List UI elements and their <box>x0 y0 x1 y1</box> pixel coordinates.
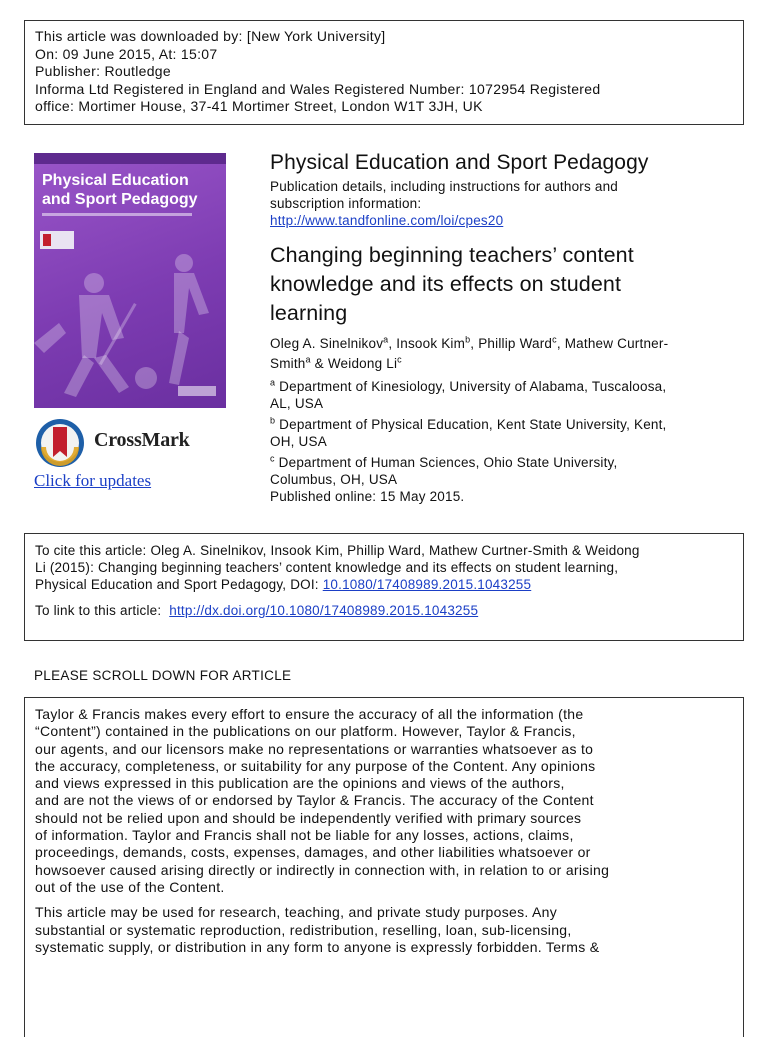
download-info-line: Informa Ltd Registered in England and Wales Registered Number: 1072954 Registered <box>35 80 601 97</box>
crossmark-icon <box>34 417 86 469</box>
journal-cover-image <box>34 153 226 408</box>
disclaimer-box <box>24 697 744 1037</box>
author-name: Mathew Curtner- <box>564 336 669 351</box>
journal-title: Physical Education and Sport Pedagogy <box>270 151 649 174</box>
click-for-updates-link[interactable]: Click for updates <box>34 471 152 490</box>
citation-text: Physical Education and Sport Pedagogy, DOI: <box>35 577 323 592</box>
article-header <box>270 148 740 505</box>
cover-subtitle-bar <box>42 213 192 216</box>
disclaimer-paragraph: This article may be used for research, teaching, and private study purposes. Any substantial or systematic reproduction, redistribution, reselling, loan, sub-licensing, systematic supply, or distribution in any form to anyone is expressly forbidden. Terms & <box>35 904 600 955</box>
download-info-box <box>24 20 744 125</box>
disclaimer-paragraph: Taylor & Francis makes every effort to ensure the accuracy of all the information (the “Content”) contained in the publications on our platform. However, Taylor & Francis, our agents, and our licensors make no representations or warranties whatsoever as to the accuracy, completeness, or suitability for any purpose of the Content. Any opinions and views expressed in this publication are the opinions and views of the authors, and are not the views of or endorsed by Taylor & Francis. The accuracy of the Content should not be relied upon and should be independently verified with primary sources of information. Taylor and Francis shall not be liable for any losses, actions, claims, proceedings, demands, costs, expenses, damages, and other liabilities whatsoever or howsoever caused arising directly or indirectly in connection with, in relation to or arising out of the use of the Content. <box>35 706 610 895</box>
author-name: Insook Kim <box>396 336 466 351</box>
affiliation: $^a$ Department of Kinesiology, University of Alabama, Tuscaloosa, AL, USA <box>270 377 667 411</box>
affiliation: $^c$ Department of Human Sciences, Ohio State University, Columbus, OH, USA <box>270 453 618 487</box>
author-list: Oleg A. Sinelnikov$^a$, Insook Kim$^b$, Phillip Ward$^c$, Mathew Curtner- Smith$^a$ & Weidong Li$^c$ <box>270 334 669 371</box>
cover-athletes-illustration <box>34 243 226 408</box>
publication-details: Publication details, including instructions for authors and subscription information: http://www.tandfonline.com/loi/cpes20 <box>270 179 618 228</box>
author-name: Oleg A. Sinelnikov <box>270 336 384 351</box>
author-name: Weidong Li <box>327 356 398 371</box>
journal-url-link[interactable]: http://www.tandfonline.com/loi/cpes20 <box>270 213 504 228</box>
cover-top-strip <box>34 153 226 164</box>
citation-text: To cite this article: Oleg A. Sinelnikov, Insook Kim, Phillip Ward, Mathew Curtner-Smith & Weidong <box>35 543 640 558</box>
crossmark-label: CrossMark <box>94 429 190 451</box>
author-name: Phillip Ward <box>478 336 553 351</box>
citation-text: Li (2015): Changing beginning teachers’ content knowledge and its effects on student learning, <box>35 560 619 575</box>
download-info-line: This article was downloaded by: [New York University] <box>35 28 386 44</box>
affiliation: $^b$ Department of Physical Education, Kent State University, Kent, OH, USA <box>270 415 667 449</box>
article-link[interactable]: http://dx.doi.org/10.1080/17408989.2015.1043255 <box>169 603 479 618</box>
citation-box <box>24 533 744 641</box>
link-label: To link to this article: <box>35 603 166 618</box>
download-info-line: Publisher: Routledge <box>35 63 171 80</box>
article-title: Changing beginning teachers’ content knowledge and its effects on student learning <box>270 243 634 325</box>
download-info-line: On: 09 June 2015, At: 15:07 <box>35 45 218 62</box>
published-date: Published online: 15 May 2015. <box>270 489 465 504</box>
crossmark-badge[interactable] <box>34 417 214 467</box>
cover-title: Physical Education and Sport Pedagogy <box>42 172 198 208</box>
download-info-line: office: Mortimer House, 37-41 Mortimer Street, London W1T 3JH, UK <box>35 98 483 115</box>
doi-link[interactable]: 10.1080/17408989.2015.1043255 <box>322 577 532 592</box>
scroll-down-notice: PLEASE SCROLL DOWN FOR ARTICLE <box>34 668 292 683</box>
author-name: Smith <box>270 356 306 371</box>
cover-publisher-mark <box>178 386 216 396</box>
